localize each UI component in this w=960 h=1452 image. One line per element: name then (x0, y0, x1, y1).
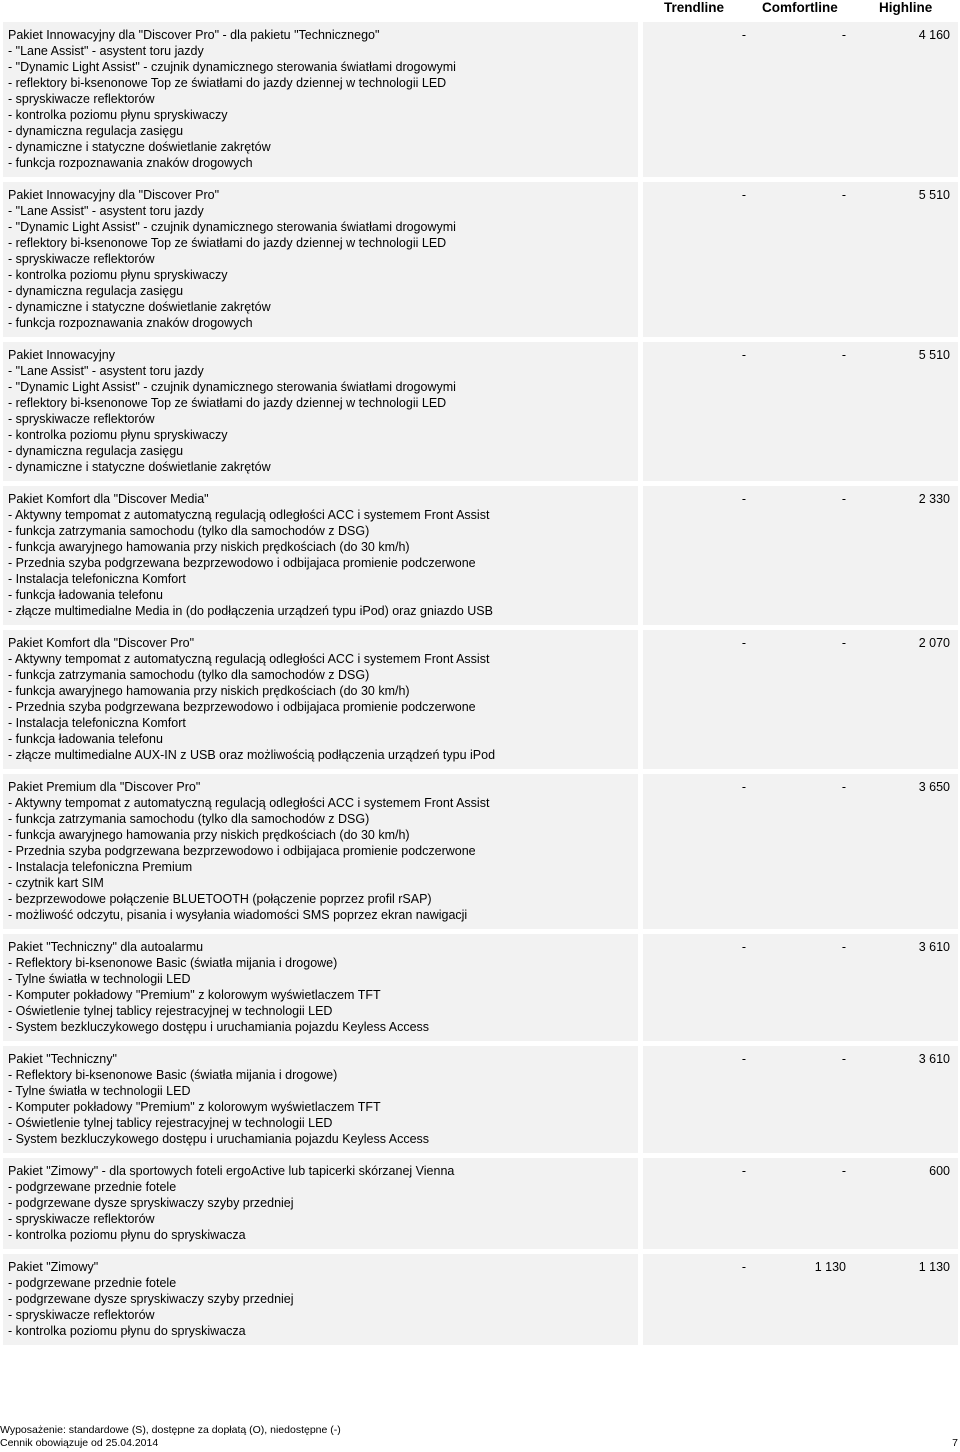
price-highline: 5 510 (918, 348, 950, 362)
package-feature: - Tylne światła w technologii LED (8, 972, 191, 986)
package-feature: - kontrolka poziomu płynu do spryskiwacza (8, 1228, 246, 1242)
package-feature: - kontrolka poziomu płynu do spryskiwacza (8, 1324, 246, 1338)
package-feature: - dynamiczne i statyczne doświetlanie zakrętów (8, 300, 271, 314)
table-row (3, 342, 958, 481)
package-feature: - System bezkluczykowego dostępu i uruchamiania pojazdu Keyless Access (8, 1132, 430, 1146)
package-prices (643, 22, 958, 177)
package-title: Pakiet "Techniczny" (8, 1052, 117, 1066)
package-feature: - Przednia szyba podgrzewana bezprzewodowo i odbijajaca promienie podczerwone (8, 844, 476, 858)
price-trendline: - (741, 1164, 746, 1178)
table-row (3, 934, 958, 1041)
package-feature: - reflektory bi-ksenonowe Top ze światłami do jazdy dziennej w technologii LED (8, 396, 447, 410)
price-highline: 2 070 (918, 636, 950, 650)
price-highline: 4 160 (918, 28, 950, 42)
package-description (3, 1046, 638, 1153)
price-comfortline: - (841, 28, 846, 42)
price-highline: 3 610 (918, 1052, 950, 1066)
package-feature: - Aktywny tempomat z automatyczną regulacją odległości ACC i systemem Front Assist (8, 796, 490, 810)
package-feature: - podgrzewane przednie fotele (8, 1180, 177, 1194)
package-prices (643, 934, 958, 1041)
table-row (3, 22, 958, 177)
price-comfortline: - (841, 940, 846, 954)
package-feature: - funkcja rozpoznawania znaków drogowych (8, 156, 253, 170)
package-description (3, 182, 638, 337)
package-feature: - Reflektory bi-ksenonowe Basic (światła mijania i drogowe) (8, 1068, 338, 1082)
package-feature: - dynamiczna regulacja zasięgu (8, 284, 184, 298)
package-feature: - dynamiczne i statyczne doświetlanie zakrętów (8, 140, 271, 154)
package-description (3, 342, 638, 481)
package-title: Pakiet "Techniczny" dla autoalarmu (8, 940, 204, 954)
package-description (3, 774, 638, 929)
column-trendline: Trendline (664, 0, 725, 15)
package-feature: - spryskiwacze reflektorów (8, 252, 155, 266)
package-feature: - "Lane Assist" - asystent toru jazdy (8, 204, 204, 218)
package-prices (643, 774, 958, 929)
package-feature: - funkcja ładowania telefonu (8, 588, 163, 602)
package-prices (643, 486, 958, 625)
price-comfortline: 1 130 (814, 1260, 846, 1274)
price-comfortline: - (841, 348, 846, 362)
package-description (3, 1254, 638, 1345)
package-feature: - spryskiwacze reflektorów (8, 412, 155, 426)
package-feature: - Komputer pokładowy "Premium" z kolorowym wyświetlaczem TFT (8, 988, 381, 1002)
package-price-table (3, 22, 958, 1345)
package-feature: - możliwość odczytu, pisania i wysyłania wiadomości SMS poprzez ekran nawigacji (8, 908, 468, 922)
package-feature: - kontrolka poziomu płynu spryskiwaczy (8, 428, 228, 442)
package-feature: - spryskiwacze reflektorów (8, 92, 155, 106)
price-comfortline: - (841, 1164, 846, 1178)
package-description (3, 22, 638, 177)
page-number: 7 (952, 1437, 958, 1449)
package-feature: - Tylne światła w technologii LED (8, 1084, 191, 1098)
package-feature: - reflektory bi-ksenonowe Top ze światłami do jazdy dziennej w technologii LED (8, 76, 447, 90)
table-row (3, 486, 958, 625)
package-feature: - Instalacja telefoniczna Komfort (8, 572, 186, 586)
package-title: Pakiet Premium dla "Discover Pro" (8, 780, 201, 794)
price-trendline: - (741, 188, 746, 202)
package-description (3, 486, 638, 625)
package-feature: - dynamiczna regulacja zasięgu (8, 124, 184, 138)
package-feature: - czytnik kart SIM (8, 876, 104, 890)
price-highline: 600 (929, 1164, 950, 1178)
package-prices (643, 1046, 958, 1153)
price-comfortline: - (841, 188, 846, 202)
package-prices (643, 1254, 958, 1345)
price-trendline: - (741, 348, 746, 362)
price-trendline: - (741, 1052, 746, 1066)
package-title: Pakiet "Zimowy" - dla sportowych foteli ergoActive lub tapicerki skórzanej Vienna (8, 1164, 455, 1178)
package-feature: - podgrzewane przednie fotele (8, 1276, 177, 1290)
footer-legend: Wyposażenie: standardowe (S), dostępne za dopłatą (O), niedostępne (-) (0, 1424, 341, 1436)
package-prices (643, 630, 958, 769)
price-highline: 2 330 (918, 492, 950, 506)
package-feature: - Aktywny tempomat z automatyczną regulacją odległości ACC i systemem Front Assist (8, 508, 490, 522)
package-feature: - kontrolka poziomu płynu spryskiwaczy (8, 268, 228, 282)
package-feature: - funkcja rozpoznawania znaków drogowych (8, 316, 253, 330)
package-description (3, 1158, 638, 1249)
package-feature: - Przednia szyba podgrzewana bezprzewodowo i odbijajaca promienie podczerwone (8, 556, 476, 570)
package-feature: - funkcja zatrzymania samochodu (tylko dla samochodów z DSG) (8, 668, 370, 682)
package-feature: - Aktywny tempomat z automatyczną regulacją odległości ACC i systemem Front Assist (8, 652, 490, 666)
package-feature: - "Dynamic Light Assist" - czujnik dynamicznego sterowania światłami drogowymi (8, 380, 456, 394)
package-feature: - dynamiczna regulacja zasięgu (8, 444, 184, 458)
package-feature: - funkcja zatrzymania samochodu (tylko dla samochodów z DSG) (8, 812, 370, 826)
package-feature: - podgrzewane dysze spryskiwaczy szyby przedniej (8, 1292, 294, 1306)
price-trendline: - (741, 940, 746, 954)
package-feature: - funkcja awaryjnego hamowania przy niskich prędkościach (do 30 km/h) (8, 684, 410, 698)
package-feature: - Instalacja telefoniczna Premium (8, 860, 193, 874)
package-feature: - podgrzewane dysze spryskiwaczy szyby przedniej (8, 1196, 294, 1210)
package-feature: - bezprzewodowe połączenie BLUETOOTH (połączenie poprzez profil rSAP) (8, 892, 432, 906)
package-feature: - Oświetlenie tylnej tablicy rejestracyjnej w technologii LED (8, 1004, 333, 1018)
package-feature: - Komputer pokładowy "Premium" z kolorowym wyświetlaczem TFT (8, 1100, 381, 1114)
package-feature: - Oświetlenie tylnej tablicy rejestracyjnej w technologii LED (8, 1116, 333, 1130)
package-title: Pakiet Innowacyjny (8, 348, 116, 362)
package-feature: - Reflektory bi-ksenonowe Basic (światła mijania i drogowe) (8, 956, 338, 970)
package-feature: - Instalacja telefoniczna Komfort (8, 716, 186, 730)
page-footer (0, 1424, 960, 1450)
package-feature: - funkcja zatrzymania samochodu (tylko dla samochodów z DSG) (8, 524, 370, 538)
price-trendline: - (741, 28, 746, 42)
package-title: Pakiet Komfort dla "Discover Media" (8, 492, 209, 506)
package-title: Pakiet Komfort dla "Discover Pro" (8, 636, 195, 650)
package-prices (643, 1158, 958, 1249)
package-feature: - "Lane Assist" - asystent toru jazdy (8, 364, 204, 378)
column-comfortline: Comfortline (762, 0, 838, 15)
package-prices (643, 182, 958, 337)
table-row (3, 1158, 958, 1249)
price-highline: 1 130 (918, 1260, 950, 1274)
table-row (3, 774, 958, 929)
package-title: Pakiet Innowacyjny dla "Discover Pro" - dla pakietu "Technicznego" (8, 28, 380, 42)
column-highline: Highline (879, 0, 933, 15)
footer-price-date: Cennik obowiązuje od 25.04.2014 (0, 1437, 159, 1449)
price-comfortline: - (841, 780, 846, 794)
package-title: Pakiet Innowacyjny dla "Discover Pro" (8, 188, 220, 202)
price-highline: 3 610 (918, 940, 950, 954)
package-feature: - złącze multimedialne Media in (do podłączenia urządzeń typu iPod) oraz gniazdo USB (8, 604, 493, 618)
price-trendline: - (741, 492, 746, 506)
package-feature: - funkcja awaryjnego hamowania przy niskich prędkościach (do 30 km/h) (8, 828, 410, 842)
price-comfortline: - (841, 1052, 846, 1066)
package-feature: - Przednia szyba podgrzewana bezprzewodowo i odbijajaca promienie podczerwone (8, 700, 476, 714)
package-description (3, 630, 638, 769)
package-feature: - funkcja awaryjnego hamowania przy niskich prędkościach (do 30 km/h) (8, 540, 410, 554)
price-trendline: - (741, 1260, 746, 1274)
package-feature: - "Dynamic Light Assist" - czujnik dynamicznego sterowania światłami drogowymi (8, 60, 456, 74)
price-highline: 3 650 (918, 780, 950, 794)
table-row (3, 182, 958, 337)
price-highline: 5 510 (918, 188, 950, 202)
package-feature: - kontrolka poziomu płynu spryskiwaczy (8, 108, 228, 122)
package-feature: - "Lane Assist" - asystent toru jazdy (8, 44, 204, 58)
package-title: Pakiet "Zimowy" (8, 1260, 99, 1274)
package-feature: - spryskiwacze reflektorów (8, 1308, 155, 1322)
package-feature: - złącze multimedialne AUX-IN z USB oraz możliwością podłączenia urządzeń typu iPod (8, 748, 496, 762)
price-trendline: - (741, 636, 746, 650)
package-description (3, 934, 638, 1041)
package-feature: - "Dynamic Light Assist" - czujnik dynamicznego sterowania światłami drogowymi (8, 220, 456, 234)
package-feature: - funkcja ładowania telefonu (8, 732, 163, 746)
package-feature: - System bezkluczykowego dostępu i uruchamiania pojazdu Keyless Access (8, 1020, 430, 1034)
package-feature: - reflektory bi-ksenonowe Top ze światłami do jazdy dziennej w technologii LED (8, 236, 447, 250)
price-trendline: - (741, 780, 746, 794)
package-prices (643, 342, 958, 481)
price-comfortline: - (841, 492, 846, 506)
table-row (3, 630, 958, 769)
package-feature: - dynamiczne i statyczne doświetlanie zakrętów (8, 460, 271, 474)
package-feature: - spryskiwacze reflektorów (8, 1212, 155, 1226)
column-header (0, 0, 960, 16)
table-row (3, 1254, 958, 1345)
price-comfortline: - (841, 636, 846, 650)
table-row (3, 1046, 958, 1153)
